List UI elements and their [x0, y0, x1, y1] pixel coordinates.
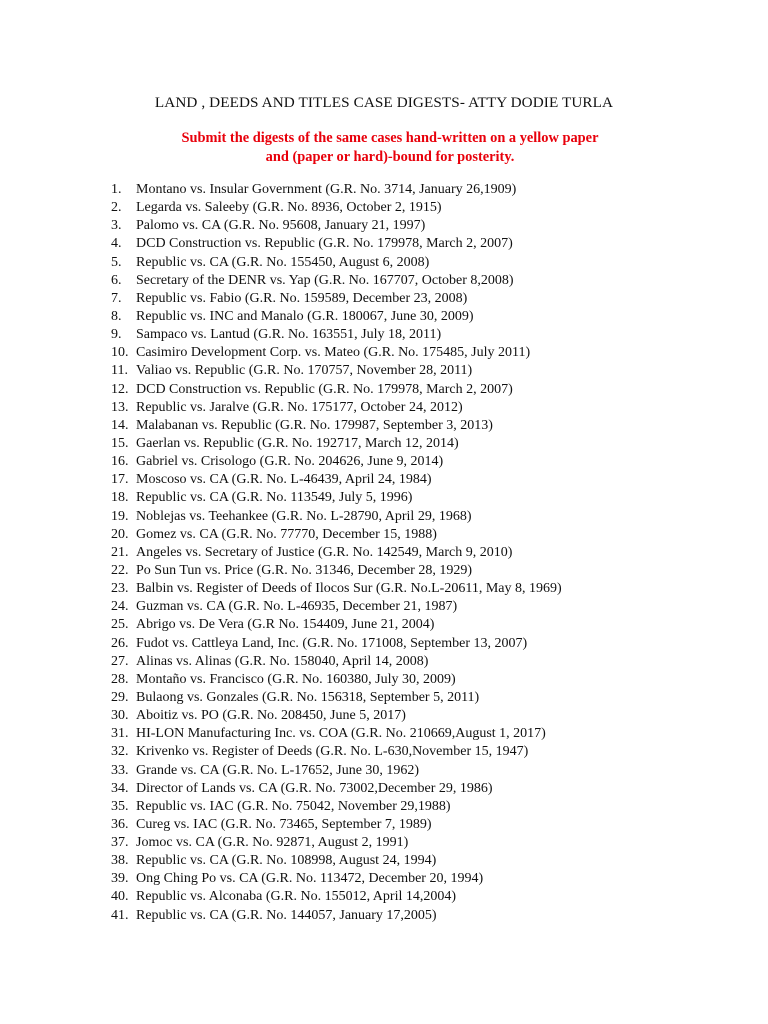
case-title: DCD Construction vs. Republic (G.R. No. 179978, March 2, 2007)	[136, 236, 513, 252]
case-number: 39.	[111, 871, 129, 887]
instruction-line-2: and (paper or hard)-bound for posterity.	[265, 149, 515, 165]
case-title: Gabriel vs. Crisologo (G.R. No. 204626, June 9, 2014)	[136, 454, 444, 470]
case-number: 3.	[111, 218, 122, 234]
case-list-item	[111, 780, 711, 798]
case-list-item	[111, 725, 711, 743]
case-list-item	[111, 181, 711, 199]
case-number: 30.	[111, 708, 129, 724]
case-title: Abrigo vs. De Vera (G.R No. 154409, June 21, 2004)	[136, 617, 435, 633]
case-title: Montano vs. Insular Government (G.R. No. 3714, January 26,1909)	[136, 182, 517, 197]
case-title: Ong Ching Po vs. CA (G.R. No. 113472, December 20, 1994)	[136, 871, 484, 887]
case-title: Director of Lands vs. CA (G.R. No. 73002,December 29, 1986)	[136, 780, 493, 796]
case-list-item	[111, 816, 711, 834]
case-number: 29.	[111, 689, 129, 705]
case-list-item	[111, 254, 711, 272]
case-title: Grande vs. CA (G.R. No. L-17652, June 30, 1962)	[136, 762, 420, 778]
case-list-item	[111, 435, 711, 453]
case-number: 28.	[111, 671, 129, 687]
case-title: Palomo vs. CA (G.R. No. 95608, January 21, 1997)	[136, 218, 426, 234]
case-title: Republic vs. Fabio (G.R. No. 159589, December 23, 2008)	[136, 290, 468, 306]
case-number: 36.	[111, 816, 129, 832]
case-number: 18.	[111, 490, 129, 506]
case-number: 22.	[111, 562, 129, 578]
case-list-item	[111, 707, 711, 725]
case-list-item	[111, 453, 711, 471]
case-title: Republic vs. CA (G.R. No. 155450, August 6, 2008)	[136, 254, 430, 270]
case-number: 41.	[111, 907, 129, 923]
case-number: 33.	[111, 762, 129, 778]
case-title: Republic vs. CA (G.R. No. 113549, July 5, 1996)	[136, 490, 413, 506]
case-number: 40.	[111, 889, 129, 905]
case-number: 38.	[111, 853, 129, 869]
case-list-item	[111, 762, 711, 780]
case-title: Angeles vs. Secretary of Justice (G.R. No. 142549, March 9, 2010)	[136, 544, 513, 560]
case-title: HI-LON Manufacturing Inc. vs. COA (G.R. No. 210669,August 1, 2017)	[136, 726, 546, 742]
case-title: Republic vs. Alconaba (G.R. No. 155012, April 14,2004)	[136, 889, 457, 905]
case-title: Gomez vs. CA (G.R. No. 77770, December 15, 1988)	[136, 526, 437, 542]
case-title: Guzman vs. CA (G.R. No. L-46935, December 21, 1987)	[136, 599, 458, 615]
case-title: Fudot vs. Cattleya Land, Inc. (G.R. No. 171008, September 13, 2007)	[136, 635, 528, 651]
case-title: Noblejas vs. Teehankee (G.R. No. L-28790, April 29, 1968)	[136, 508, 472, 524]
case-list-item	[111, 870, 711, 888]
case-list-item	[111, 308, 711, 326]
case-title: Casimiro Development Corp. vs. Mateo (G.R. No. 175485, July 2011)	[136, 345, 531, 361]
case-title: Republic vs. INC and Manalo (G.R. 180067, June 30, 2009)	[136, 308, 474, 324]
case-list-item	[111, 635, 711, 653]
case-number: 2.	[111, 200, 122, 216]
case-list-item	[111, 326, 711, 344]
case-list-item	[111, 272, 711, 290]
case-title: Krivenko vs. Register of Deeds (G.R. No. L-630,November 15, 1947)	[136, 744, 529, 760]
case-number: 32.	[111, 744, 129, 760]
case-number: 21.	[111, 544, 129, 560]
case-list-item	[111, 580, 711, 598]
case-number: 16.	[111, 454, 129, 470]
case-title: DCD Construction vs. Republic (G.R. No. 179978, March 2, 2007)	[136, 381, 513, 397]
case-list-item	[111, 290, 711, 308]
case-list-item	[111, 888, 711, 906]
case-title: Cureg vs. IAC (G.R. No. 73465, September 7, 1989)	[136, 816, 432, 832]
case-number: 17.	[111, 472, 129, 488]
instruction-line-1: Submit the digests of the same cases hand-written on a yellow paper	[181, 130, 599, 146]
case-number: 15.	[111, 435, 129, 451]
case-number: 1.	[111, 182, 122, 197]
case-number: 11.	[111, 363, 128, 379]
case-number: 8.	[111, 308, 122, 324]
case-list-item	[111, 834, 711, 852]
case-number: 26.	[111, 635, 129, 651]
case-title: Legarda vs. Saleeby (G.R. No. 8936, October 2, 1915)	[136, 200, 442, 216]
case-list-item	[111, 471, 711, 489]
case-list-item	[111, 344, 711, 362]
case-list-item	[111, 508, 711, 526]
case-list-item	[111, 653, 711, 671]
case-title: Alinas vs. Alinas (G.R. No. 158040, April 14, 2008)	[136, 653, 429, 669]
case-title: Secretary of the DENR vs. Yap (G.R. No. 167707, October 8,2008)	[136, 272, 514, 288]
case-list-item	[111, 562, 711, 580]
case-list-item	[111, 743, 711, 761]
case-list-item	[111, 616, 711, 634]
case-number: 24.	[111, 599, 129, 615]
case-list	[111, 181, 711, 925]
case-list-item	[111, 526, 711, 544]
case-list-item	[111, 544, 711, 562]
case-list-item	[111, 689, 711, 707]
case-number: 14.	[111, 417, 129, 433]
case-list-item	[111, 907, 711, 925]
case-number: 20.	[111, 526, 129, 542]
case-number: 7.	[111, 290, 122, 306]
case-title: Jomoc vs. CA (G.R. No. 92871, August 2, 1991)	[136, 835, 409, 851]
case-title: Republic vs. Jaralve (G.R. No. 175177, October 24, 2012)	[136, 399, 463, 415]
case-title: Valiao vs. Republic (G.R. No. 170757, November 28, 2011)	[136, 363, 473, 379]
case-number: 5.	[111, 254, 122, 270]
case-title: Republic vs. CA (G.R. No. 144057, January 17,2005)	[136, 907, 437, 923]
submission-instruction	[150, 129, 630, 167]
document-title: LAND , DEEDS AND TITLES CASE DIGESTS- ATTY DODIE TURLA	[154, 94, 614, 111]
case-list-item	[111, 362, 711, 380]
case-list-item	[111, 798, 711, 816]
case-list-item	[111, 399, 711, 417]
case-number: 9.	[111, 327, 122, 343]
case-title: Montaño vs. Francisco (G.R. No. 160380, July 30, 2009)	[136, 671, 456, 687]
case-title: Balbin vs. Register of Deeds of Ilocos Sur (G.R. No.L-20611, May 8, 1969)	[136, 581, 562, 597]
case-list-item	[111, 852, 711, 870]
case-list-item	[111, 235, 711, 253]
case-number: 37.	[111, 835, 129, 851]
case-title: Po Sun Tun vs. Price (G.R. No. 31346, December 28, 1929)	[136, 562, 472, 578]
case-title: Bulaong vs. Gonzales (G.R. No. 156318, September 5, 2011)	[136, 689, 480, 705]
case-list-item	[111, 489, 711, 507]
case-number: 19.	[111, 508, 129, 524]
case-title: Republic vs. CA (G.R. No. 108998, August 24, 1994)	[136, 853, 437, 869]
case-list-item	[111, 217, 711, 235]
case-title: Sampaco vs. Lantud (G.R. No. 163551, July 18, 2011)	[136, 327, 442, 343]
case-list-item	[111, 381, 711, 399]
case-number: 25.	[111, 617, 129, 633]
case-list-item	[111, 671, 711, 689]
case-number: 34.	[111, 780, 129, 796]
case-number: 10.	[111, 345, 129, 361]
case-list-item	[111, 417, 711, 435]
case-number: 31.	[111, 726, 129, 742]
case-title: Gaerlan vs. Republic (G.R. No. 192717, March 12, 2014)	[136, 435, 459, 451]
case-number: 27.	[111, 653, 129, 669]
case-list-item	[111, 199, 711, 217]
case-title: Aboitiz vs. PO (G.R. No. 208450, June 5, 2017)	[136, 708, 406, 724]
case-number: 12.	[111, 381, 129, 397]
case-list-item	[111, 598, 711, 616]
case-number: 35.	[111, 798, 129, 814]
case-title: Republic vs. IAC (G.R. No. 75042, November 29,1988)	[136, 798, 451, 814]
case-title: Moscoso vs. CA (G.R. No. L-46439, April 24, 1984)	[136, 472, 432, 488]
case-number: 23.	[111, 581, 129, 597]
case-number: 6.	[111, 272, 122, 288]
case-title: Malabanan vs. Republic (G.R. No. 179987, September 3, 2013)	[136, 417, 493, 433]
case-number: 4.	[111, 236, 122, 252]
case-number: 13.	[111, 399, 129, 415]
